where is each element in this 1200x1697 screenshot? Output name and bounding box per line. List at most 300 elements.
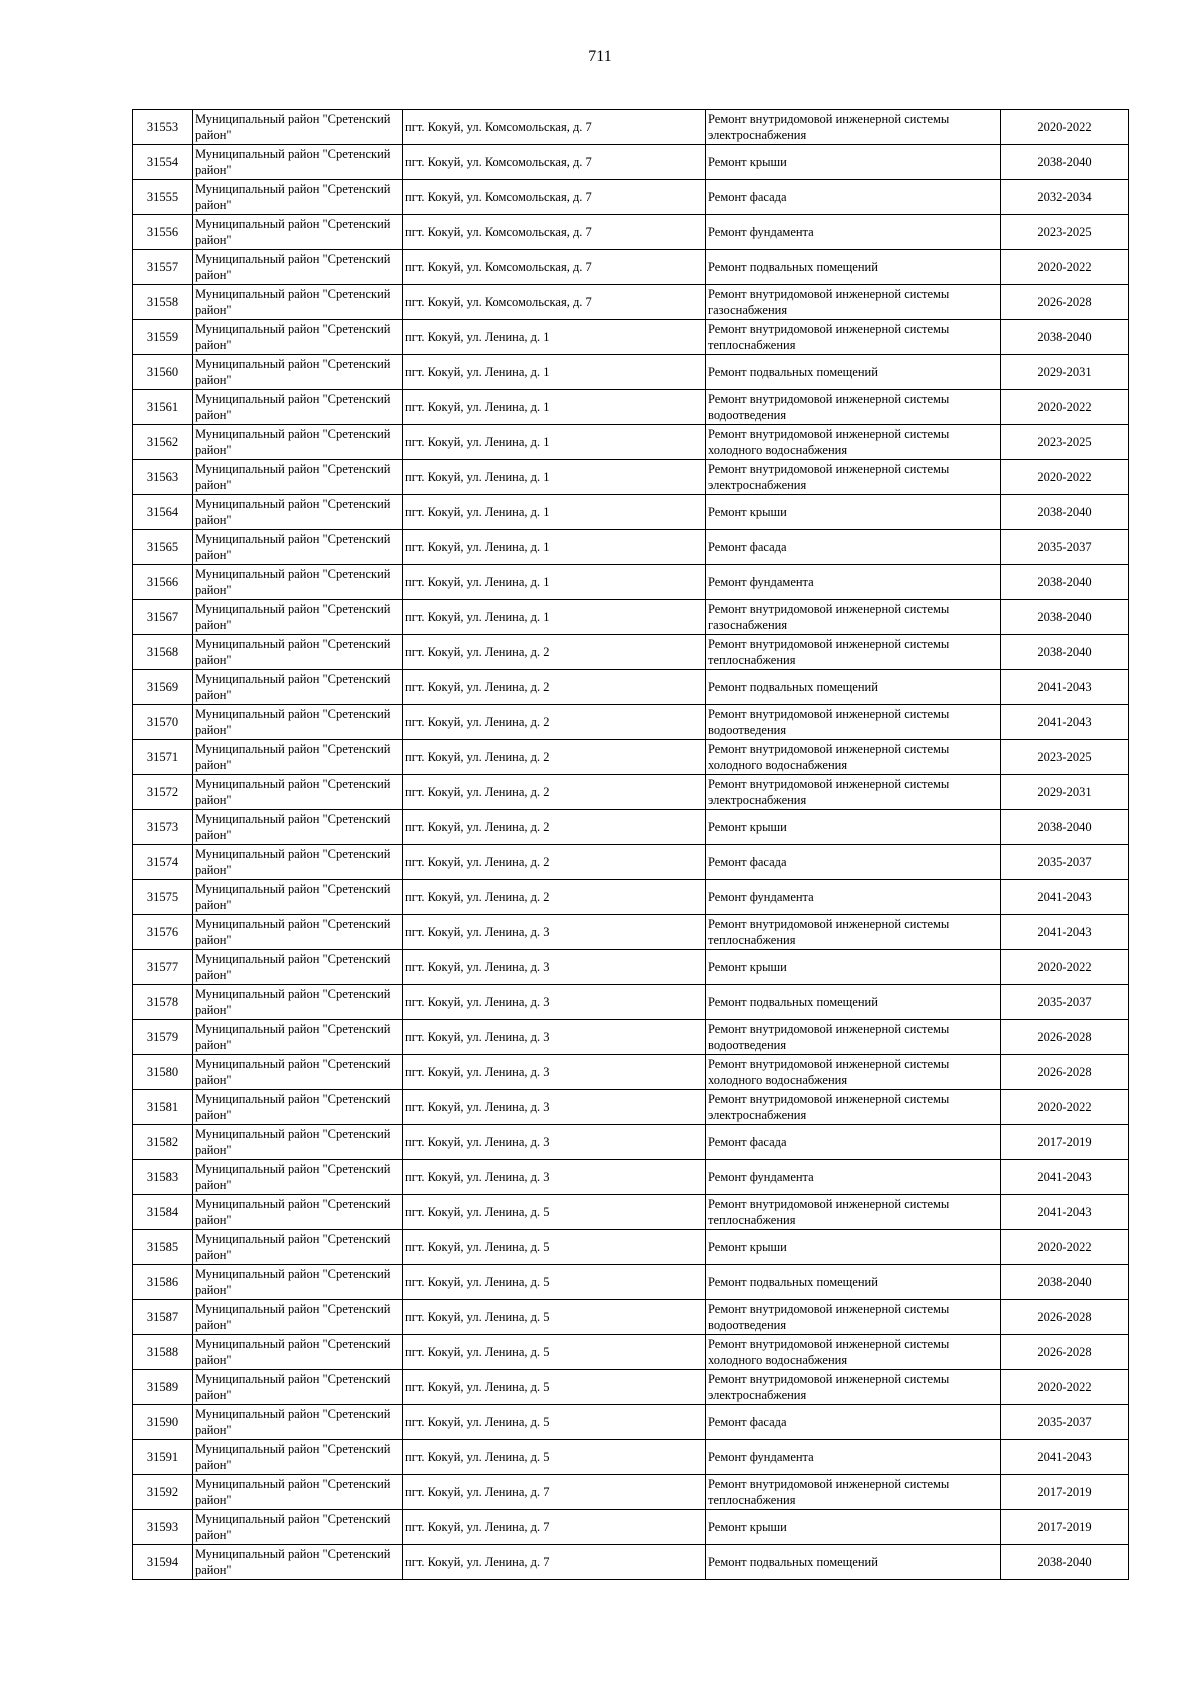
table-row — [133, 355, 1129, 390]
row-number-cell — [133, 215, 193, 250]
table-row — [133, 1335, 1129, 1370]
address-cell-text: пгт. Кокуй, ул. Ленина, д. 1 — [405, 540, 550, 554]
work-type-cell — [706, 880, 1001, 915]
address-cell-text: пгт. Кокуй, ул. Ленина, д. 1 — [405, 400, 550, 414]
municipality-cell — [193, 145, 403, 180]
table-row — [133, 845, 1129, 880]
years-cell-text: 2035-2037 — [1037, 855, 1092, 869]
work-type-cell-text: Ремонт фундамента — [708, 1450, 814, 1464]
address-cell — [403, 1335, 706, 1370]
table-row — [133, 985, 1129, 1020]
municipality-cell-text: Муниципальный район "Сретенский район" — [195, 637, 391, 667]
address-cell-text: пгт. Кокуй, ул. Ленина, д. 3 — [405, 1065, 550, 1079]
years-cell-text: 2041-2043 — [1037, 715, 1092, 729]
work-type-cell — [706, 1125, 1001, 1160]
address-cell-text: пгт. Кокуй, ул. Ленина, д. 5 — [405, 1415, 550, 1429]
table-row — [133, 180, 1129, 215]
row-number-cell-text: 31567 — [146, 610, 179, 624]
address-cell — [403, 1090, 706, 1125]
row-number-cell-text: 31576 — [146, 925, 179, 939]
address-cell — [403, 145, 706, 180]
row-number-cell — [133, 1545, 193, 1580]
work-type-cell — [706, 1195, 1001, 1230]
work-type-cell-text: Ремонт крыши — [708, 960, 787, 974]
work-type-cell-text: Ремонт крыши — [708, 1240, 787, 1254]
work-type-cell-text: Ремонт фасада — [708, 540, 787, 554]
work-type-cell — [706, 635, 1001, 670]
years-cell — [1001, 320, 1129, 355]
work-type-cell-text: Ремонт подвальных помещений — [708, 260, 878, 274]
years-cell-text: 2029-2031 — [1037, 365, 1092, 379]
work-type-cell — [706, 425, 1001, 460]
table-row — [133, 1370, 1129, 1405]
municipality-cell — [193, 950, 403, 985]
row-number-cell — [133, 1265, 193, 1300]
table-row — [133, 390, 1129, 425]
years-cell — [1001, 670, 1129, 705]
row-number-cell-text: 31569 — [146, 680, 179, 694]
address-cell — [403, 110, 706, 145]
work-type-cell-text: Ремонт внутридомовой инженерной системы теплоснабжения — [708, 322, 950, 352]
work-type-cell-text: Ремонт подвальных помещений — [708, 1555, 878, 1569]
municipality-cell — [193, 460, 403, 495]
address-cell — [403, 180, 706, 215]
work-type-cell-text: Ремонт подвальных помещений — [708, 995, 878, 1009]
years-cell — [1001, 285, 1129, 320]
years-cell-text: 2041-2043 — [1037, 1450, 1092, 1464]
years-cell-text: 2038-2040 — [1037, 645, 1092, 659]
address-cell — [403, 285, 706, 320]
work-type-cell — [706, 495, 1001, 530]
address-cell — [403, 635, 706, 670]
address-cell-text: пгт. Кокуй, ул. Комсомольская, д. 7 — [405, 225, 592, 239]
table-row — [133, 1405, 1129, 1440]
years-cell — [1001, 1370, 1129, 1405]
years-cell — [1001, 1265, 1129, 1300]
work-type-cell — [706, 285, 1001, 320]
municipality-cell-text: Муниципальный район "Сретенский район" — [195, 567, 391, 597]
address-cell-text: пгт. Кокуй, ул. Ленина, д. 5 — [405, 1450, 550, 1464]
municipality-cell-text: Муниципальный район "Сретенский район" — [195, 1547, 391, 1577]
municipality-cell-text: Муниципальный район "Сретенский район" — [195, 217, 391, 247]
address-cell-text: пгт. Кокуй, ул. Ленина, д. 3 — [405, 995, 550, 1009]
work-type-cell — [706, 1335, 1001, 1370]
years-cell — [1001, 180, 1129, 215]
years-cell-text: 2020-2022 — [1037, 260, 1092, 274]
row-number-cell — [133, 1195, 193, 1230]
address-cell — [403, 740, 706, 775]
row-number-cell — [133, 705, 193, 740]
address-cell — [403, 1405, 706, 1440]
address-cell — [403, 810, 706, 845]
row-number-cell — [133, 1055, 193, 1090]
municipality-cell — [193, 285, 403, 320]
years-cell-text: 2023-2025 — [1037, 750, 1092, 764]
municipality-cell-text: Муниципальный район "Сретенский район" — [195, 1477, 391, 1507]
address-cell-text: пгт. Кокуй, ул. Комсомольская, д. 7 — [405, 120, 592, 134]
table-row — [133, 1230, 1129, 1265]
municipality-cell — [193, 530, 403, 565]
address-cell — [403, 1510, 706, 1545]
row-number-cell — [133, 145, 193, 180]
years-cell — [1001, 110, 1129, 145]
row-number-cell-text: 31580 — [146, 1065, 179, 1079]
table-row — [133, 915, 1129, 950]
table-row — [133, 1020, 1129, 1055]
row-number-cell-text: 31571 — [146, 750, 179, 764]
years-cell — [1001, 1055, 1129, 1090]
row-number-cell-text: 31553 — [146, 120, 179, 134]
row-number-cell-text: 31594 — [146, 1555, 179, 1569]
municipality-cell — [193, 635, 403, 670]
municipality-cell-text: Муниципальный район "Сретенский район" — [195, 1127, 391, 1157]
work-type-cell — [706, 320, 1001, 355]
years-cell-text: 2038-2040 — [1037, 155, 1092, 169]
work-type-cell-text: Ремонт внутридомовой инженерной системы теплоснабжения — [708, 917, 950, 947]
work-type-cell — [706, 1405, 1001, 1440]
address-cell-text: пгт. Кокуй, ул. Ленина, д. 2 — [405, 785, 550, 799]
years-cell — [1001, 1545, 1129, 1580]
row-number-cell-text: 31561 — [146, 400, 179, 414]
address-cell-text: пгт. Кокуй, ул. Ленина, д. 2 — [405, 890, 550, 904]
municipality-cell — [193, 845, 403, 880]
work-type-cell-text: Ремонт внутридомовой инженерной системы холодного водоснабжения — [708, 1337, 950, 1367]
row-number-cell — [133, 1230, 193, 1265]
row-number-cell-text: 31565 — [146, 540, 179, 554]
row-number-cell-text: 31588 — [146, 1345, 179, 1359]
table-row — [133, 810, 1129, 845]
work-type-cell-text: Ремонт внутридомовой инженерной системы газоснабжения — [708, 287, 950, 317]
work-type-cell — [706, 1300, 1001, 1335]
row-number-cell-text: 31568 — [146, 645, 179, 659]
row-number-cell — [133, 460, 193, 495]
row-number-cell — [133, 1160, 193, 1195]
municipality-cell — [193, 1370, 403, 1405]
years-cell — [1001, 775, 1129, 810]
address-cell — [403, 915, 706, 950]
years-cell — [1001, 705, 1129, 740]
municipality-cell-text: Муниципальный район "Сретенский район" — [195, 742, 391, 772]
work-type-cell — [706, 390, 1001, 425]
address-cell-text: пгт. Кокуй, ул. Ленина, д. 5 — [405, 1275, 550, 1289]
row-number-cell — [133, 425, 193, 460]
years-cell-text: 2041-2043 — [1037, 890, 1092, 904]
table-row — [133, 1160, 1129, 1195]
work-type-cell-text: Ремонт подвальных помещений — [708, 1275, 878, 1289]
table-row — [133, 110, 1129, 145]
address-cell — [403, 355, 706, 390]
municipality-cell-text: Муниципальный район "Сретенский район" — [195, 1267, 391, 1297]
municipality-cell-text: Муниципальный район "Сретенский район" — [195, 1092, 391, 1122]
address-cell-text: пгт. Кокуй, ул. Ленина, д. 5 — [405, 1310, 550, 1324]
municipality-cell — [193, 565, 403, 600]
table-row — [133, 565, 1129, 600]
work-type-cell — [706, 1370, 1001, 1405]
years-cell — [1001, 600, 1129, 635]
work-type-cell-text: Ремонт внутридомовой инженерной системы электроснабжения — [708, 777, 950, 807]
row-number-cell-text: 31579 — [146, 1030, 179, 1044]
municipality-cell — [193, 1545, 403, 1580]
address-cell-text: пгт. Кокуй, ул. Ленина, д. 7 — [405, 1520, 550, 1534]
work-type-cell — [706, 1160, 1001, 1195]
years-cell — [1001, 1440, 1129, 1475]
address-cell-text: пгт. Кокуй, ул. Ленина, д. 5 — [405, 1345, 550, 1359]
address-cell-text: пгт. Кокуй, ул. Ленина, д. 2 — [405, 680, 550, 694]
work-type-cell-text: Ремонт внутридомовой инженерной системы теплоснабжения — [708, 1197, 950, 1227]
work-type-cell — [706, 110, 1001, 145]
years-cell-text: 2026-2028 — [1037, 1030, 1092, 1044]
row-number-cell — [133, 320, 193, 355]
table-row — [133, 1055, 1129, 1090]
work-type-cell-text: Ремонт внутридомовой инженерной системы электроснабжения — [708, 1092, 950, 1122]
years-cell — [1001, 810, 1129, 845]
years-cell-text: 2029-2031 — [1037, 785, 1092, 799]
row-number-cell — [133, 1300, 193, 1335]
municipality-cell-text: Муниципальный район "Сретенский район" — [195, 497, 391, 527]
municipality-cell-text: Муниципальный район "Сретенский район" — [195, 147, 391, 177]
years-cell — [1001, 495, 1129, 530]
years-cell — [1001, 425, 1129, 460]
municipality-cell-text: Муниципальный район "Сретенский район" — [195, 987, 391, 1017]
municipality-cell-text: Муниципальный район "Сретенский район" — [195, 672, 391, 702]
years-cell-text: 2038-2040 — [1037, 330, 1092, 344]
years-cell-text: 2026-2028 — [1037, 295, 1092, 309]
address-cell-text: пгт. Кокуй, ул. Ленина, д. 2 — [405, 820, 550, 834]
work-type-cell-text: Ремонт крыши — [708, 1520, 787, 1534]
work-type-cell-text: Ремонт крыши — [708, 155, 787, 169]
address-cell — [403, 600, 706, 635]
municipality-cell — [193, 740, 403, 775]
years-cell — [1001, 1020, 1129, 1055]
address-cell — [403, 1160, 706, 1195]
municipality-cell — [193, 215, 403, 250]
address-cell — [403, 1370, 706, 1405]
work-type-cell-text: Ремонт внутридомовой инженерной системы водоотведения — [708, 1302, 950, 1332]
address-cell — [403, 845, 706, 880]
table-row — [133, 215, 1129, 250]
work-type-cell-text: Ремонт фасада — [708, 190, 787, 204]
table-row — [133, 250, 1129, 285]
row-number-cell — [133, 1335, 193, 1370]
years-cell — [1001, 985, 1129, 1020]
address-cell-text: пгт. Кокуй, ул. Ленина, д. 2 — [405, 750, 550, 764]
row-number-cell — [133, 1090, 193, 1125]
work-type-cell — [706, 1510, 1001, 1545]
municipality-cell-text: Муниципальный район "Сретенский район" — [195, 1442, 391, 1472]
municipality-cell — [193, 1020, 403, 1055]
work-type-cell-text: Ремонт фундамента — [708, 890, 814, 904]
table-row — [133, 1265, 1129, 1300]
address-cell-text: пгт. Кокуй, ул. Ленина, д. 1 — [405, 575, 550, 589]
address-cell-text: пгт. Кокуй, ул. Ленина, д. 1 — [405, 365, 550, 379]
municipality-cell-text: Муниципальный район "Сретенский район" — [195, 112, 391, 142]
years-cell — [1001, 1335, 1129, 1370]
work-type-cell-text: Ремонт внутридомовой инженерной системы теплоснабжения — [708, 637, 950, 667]
row-number-cell-text: 31559 — [146, 330, 179, 344]
years-cell — [1001, 355, 1129, 390]
work-type-cell — [706, 845, 1001, 880]
work-type-cell-text: Ремонт фундамента — [708, 225, 814, 239]
row-number-cell — [133, 530, 193, 565]
municipality-cell-text: Муниципальный район "Сретенский район" — [195, 182, 391, 212]
municipality-cell-text: Муниципальный район "Сретенский район" — [195, 882, 391, 912]
work-type-cell-text: Ремонт подвальных помещений — [708, 680, 878, 694]
years-cell — [1001, 390, 1129, 425]
row-number-cell-text: 31578 — [146, 995, 179, 1009]
table-row — [133, 530, 1129, 565]
table-row — [133, 1440, 1129, 1475]
row-number-cell-text: 31582 — [146, 1135, 179, 1149]
work-type-cell — [706, 530, 1001, 565]
address-cell — [403, 495, 706, 530]
municipality-cell — [193, 810, 403, 845]
work-type-cell — [706, 1230, 1001, 1265]
address-cell-text: пгт. Кокуй, ул. Ленина, д. 3 — [405, 1030, 550, 1044]
municipality-cell — [193, 915, 403, 950]
work-type-cell — [706, 215, 1001, 250]
row-number-cell-text: 31592 — [146, 1485, 179, 1499]
years-cell-text: 2017-2019 — [1037, 1135, 1092, 1149]
row-number-cell-text: 31573 — [146, 820, 179, 834]
work-type-cell-text: Ремонт фасада — [708, 1415, 787, 1429]
municipality-cell-text: Муниципальный район "Сретенский район" — [195, 777, 391, 807]
address-cell-text: пгт. Кокуй, ул. Комсомольская, д. 7 — [405, 260, 592, 274]
table-row — [133, 880, 1129, 915]
years-cell-text: 2020-2022 — [1037, 1240, 1092, 1254]
municipality-cell — [193, 1300, 403, 1335]
row-number-cell-text: 31566 — [146, 575, 179, 589]
row-number-cell-text: 31555 — [146, 190, 179, 204]
years-cell-text: 2017-2019 — [1037, 1520, 1092, 1534]
years-cell-text: 2035-2037 — [1037, 1415, 1092, 1429]
row-number-cell-text: 31593 — [146, 1520, 179, 1534]
work-type-cell — [706, 1475, 1001, 1510]
address-cell — [403, 1475, 706, 1510]
municipality-cell — [193, 1125, 403, 1160]
table-row — [133, 670, 1129, 705]
municipality-cell-text: Муниципальный район "Сретенский район" — [195, 357, 391, 387]
address-cell — [403, 460, 706, 495]
table-row — [133, 950, 1129, 985]
row-number-cell — [133, 775, 193, 810]
address-cell — [403, 1440, 706, 1475]
row-number-cell — [133, 915, 193, 950]
municipality-cell-text: Муниципальный район "Сретенский район" — [195, 707, 391, 737]
row-number-cell-text: 31581 — [146, 1100, 179, 1114]
row-number-cell — [133, 180, 193, 215]
row-number-cell-text: 31575 — [146, 890, 179, 904]
table-row — [133, 1195, 1129, 1230]
municipality-cell-text: Муниципальный район "Сретенский район" — [195, 427, 391, 457]
municipality-cell-text: Муниципальный район "Сретенский район" — [195, 1512, 391, 1542]
work-type-cell-text: Ремонт подвальных помещений — [708, 365, 878, 379]
years-cell-text: 2038-2040 — [1037, 505, 1092, 519]
municipality-cell-text: Муниципальный район "Сретенский район" — [195, 1232, 391, 1262]
years-cell — [1001, 460, 1129, 495]
row-number-cell-text: 31586 — [146, 1275, 179, 1289]
address-cell-text: пгт. Кокуй, ул. Ленина, д. 2 — [405, 645, 550, 659]
work-type-cell-text: Ремонт внутридомовой инженерной системы теплоснабжения — [708, 1477, 950, 1507]
work-type-cell-text: Ремонт фундамента — [708, 575, 814, 589]
years-cell — [1001, 215, 1129, 250]
municipality-cell-text: Муниципальный район "Сретенский район" — [195, 917, 391, 947]
years-cell-text: 2017-2019 — [1037, 1485, 1092, 1499]
work-type-cell-text: Ремонт фасада — [708, 1135, 787, 1149]
work-type-cell-text: Ремонт внутридомовой инженерной системы электроснабжения — [708, 462, 950, 492]
row-number-cell — [133, 250, 193, 285]
row-number-cell — [133, 285, 193, 320]
years-cell-text: 2020-2022 — [1037, 1380, 1092, 1394]
municipality-cell-text: Муниципальный район "Сретенский район" — [195, 1337, 391, 1367]
row-number-cell — [133, 880, 193, 915]
row-number-cell — [133, 740, 193, 775]
table-row — [133, 285, 1129, 320]
address-cell-text: пгт. Кокуй, ул. Комсомольская, д. 7 — [405, 295, 592, 309]
years-cell-text: 2023-2025 — [1037, 225, 1092, 239]
years-cell — [1001, 950, 1129, 985]
municipality-cell-text: Муниципальный район "Сретенский район" — [195, 287, 391, 317]
table-row — [133, 320, 1129, 355]
address-cell — [403, 320, 706, 355]
work-type-cell — [706, 145, 1001, 180]
address-cell-text: пгт. Кокуй, ул. Ленина, д. 2 — [405, 715, 550, 729]
row-number-cell-text: 31591 — [146, 1450, 179, 1464]
years-cell — [1001, 1160, 1129, 1195]
work-type-cell — [706, 1055, 1001, 1090]
row-number-cell-text: 31577 — [146, 960, 179, 974]
address-cell — [403, 1265, 706, 1300]
address-cell — [403, 565, 706, 600]
table-row — [133, 1300, 1129, 1335]
address-cell-text: пгт. Кокуй, ул. Ленина, д. 2 — [405, 855, 550, 869]
years-cell-text: 2038-2040 — [1037, 575, 1092, 589]
address-cell — [403, 425, 706, 460]
work-type-cell-text: Ремонт фундамента — [708, 1170, 814, 1184]
municipality-cell — [193, 775, 403, 810]
address-cell — [403, 775, 706, 810]
table-row — [133, 600, 1129, 635]
municipality-cell — [193, 425, 403, 460]
years-cell-text: 2026-2028 — [1037, 1345, 1092, 1359]
row-number-cell-text: 31587 — [146, 1310, 179, 1324]
years-cell-text: 2026-2028 — [1037, 1310, 1092, 1324]
table-row — [133, 775, 1129, 810]
address-cell — [403, 1545, 706, 1580]
row-number-cell-text: 31557 — [146, 260, 179, 274]
work-type-cell — [706, 1545, 1001, 1580]
years-cell — [1001, 1405, 1129, 1440]
years-cell-text: 2041-2043 — [1037, 1170, 1092, 1184]
row-number-cell — [133, 1475, 193, 1510]
years-cell-text: 2020-2022 — [1037, 470, 1092, 484]
years-cell — [1001, 1475, 1129, 1510]
work-type-cell-text: Ремонт внутридомовой инженерной системы холодного водоснабжения — [708, 742, 950, 772]
row-number-cell-text: 31563 — [146, 470, 179, 484]
years-cell — [1001, 250, 1129, 285]
years-cell — [1001, 1125, 1129, 1160]
municipality-cell — [193, 320, 403, 355]
work-type-cell — [706, 950, 1001, 985]
row-number-cell — [133, 635, 193, 670]
years-cell-text: 2026-2028 — [1037, 1065, 1092, 1079]
row-number-cell — [133, 1020, 193, 1055]
years-cell-text: 2038-2040 — [1037, 1555, 1092, 1569]
table-row — [133, 1545, 1129, 1580]
years-cell — [1001, 635, 1129, 670]
address-cell — [403, 250, 706, 285]
row-number-cell-text: 31572 — [146, 785, 179, 799]
row-number-cell — [133, 950, 193, 985]
